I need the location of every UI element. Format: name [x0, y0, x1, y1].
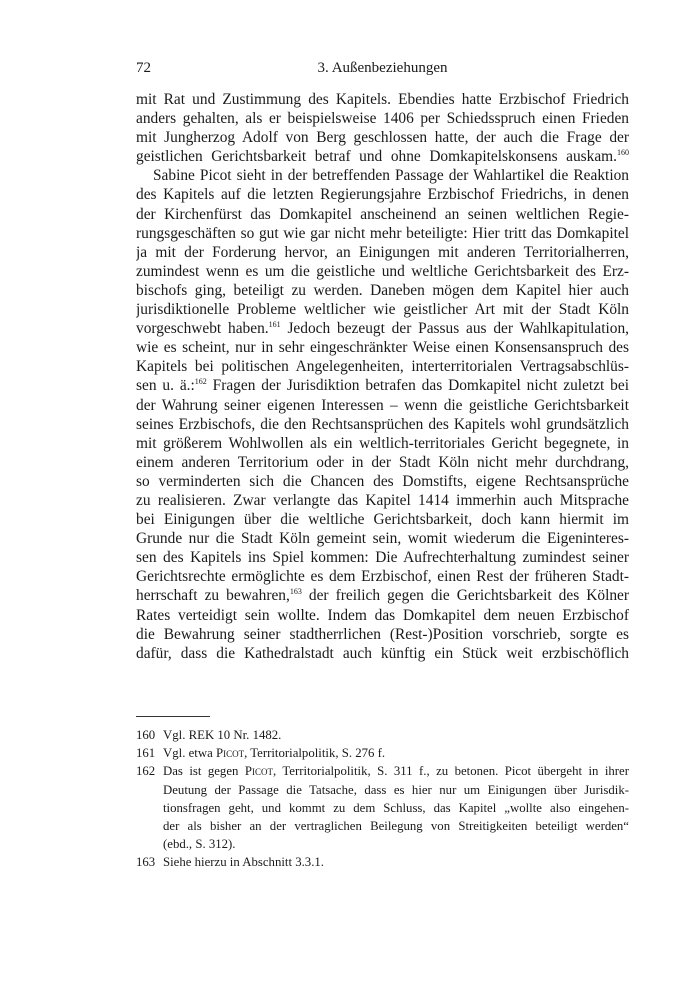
body-line: [136, 644, 629, 663]
body-line: [136, 166, 629, 185]
body-line: [136, 434, 629, 453]
body-line: [136, 606, 629, 625]
body-line: [136, 510, 629, 529]
line-text: zu realisieren. Zwar verlangte das Kapitel 1414 immerhin auch Mitsprache: [136, 491, 629, 509]
line-text: die Bewahrung seiner stadtherrlichen (Rest-)Position vorschrieb, sorgte es: [136, 625, 629, 643]
line-text-continued: Fragen der Jurisdiktion betrafen das Domkapitel nicht zuletzt bei: [206, 377, 629, 395]
line-text: mit Rat und Zustimmung des Kapitels. Ebendies hatte Erzbischof Friedrich: [136, 91, 629, 108]
author-name: Picot: [215, 746, 245, 761]
line-text: ja mit der Forderung hervor, an Einigungen mit anderen Territorialherren,: [136, 243, 629, 261]
footnote-number: 162: [136, 764, 156, 779]
body-line: [136, 128, 629, 147]
footnote-number: 161: [136, 746, 156, 761]
body-line: [136, 90, 629, 109]
body-line: [136, 224, 629, 243]
line-text: der Wahrung seiner eigenen Interessen – wenn die geistliche Gerichtsbarkeit: [136, 396, 629, 414]
line-text: Rates verteidigt sein wollte. Indem das Domkapitel dem neuen Erzbischof: [136, 606, 629, 624]
body-line: [136, 491, 629, 510]
line-text-continued: der freilich gegen die Gerichtsbarkeit des Kölner: [301, 587, 629, 605]
footnote-number: 163: [136, 855, 156, 870]
line-text: dafür, dass die Kathedralstadt auch künftig ein Stück weit erzbischöflich: [136, 644, 629, 662]
footnote-text: Das ist gegen: [163, 764, 245, 779]
line-text: sen des Kapitels ins Spiel kommen: Die Aufrechterhaltung zumindest seiner: [136, 549, 629, 567]
body-line: [136, 319, 629, 338]
body-line: [136, 415, 629, 434]
line-text: mit größerem Wohlwollen als ein weltlich-territoriales Gericht begegnete, in: [136, 434, 629, 452]
footnote-line: [163, 853, 629, 871]
line-text: mit Jungherzog Adolf von Berg geschlossen hatte, der auch die Frage der: [136, 129, 629, 147]
footnote-line: [163, 726, 629, 744]
footnote-text: der als bisher an der vertraglichen Beilegung von Streitigkeiten beteiligt werden“: [163, 818, 629, 833]
line-text: sen u. ä.:: [136, 377, 195, 395]
footnote-text: Vgl. REK 10 Nr. 1482.: [163, 728, 282, 742]
line-text: seines Erzbischofs, die den Rechtsansprüchen des Kapitels wohl grundsätzlich: [136, 415, 629, 433]
body-line: [136, 109, 629, 128]
footnote-text: (ebd., S. 312).: [163, 837, 236, 852]
footnotes: [136, 726, 629, 872]
body-line: [136, 147, 629, 166]
footnote-line: [163, 835, 629, 853]
footnote-text: Deutung der Passage die Tatsache, dass es hier nur um Einigungen über Jurisdik-: [163, 782, 629, 797]
footnote-line: [163, 744, 629, 762]
footnote: [136, 744, 629, 762]
body-line: [136, 586, 629, 605]
footnote-text: , Territorialpolitik, S. 311 f., zu betonen. Picot übergeht in ihrer: [272, 764, 629, 779]
body-line: [136, 205, 629, 224]
footnote: [136, 762, 629, 853]
body-line: [136, 625, 629, 644]
line-text: des Kapitels auf die letzten Regierungsjahre Erzbischof Friedrichs, in denen: [136, 186, 629, 204]
body-line: [136, 243, 629, 262]
line-text: so verminderten sich die Chancen des Domstifts, eigene Rechtsansprüche: [136, 472, 629, 490]
body-line: [136, 376, 629, 395]
body-line: [136, 262, 629, 281]
footnote-text: Vgl. etwa: [163, 746, 216, 761]
footnote-line: [163, 781, 629, 799]
footnote-reference[interactable]: 163: [289, 587, 302, 597]
body-line: [136, 357, 629, 376]
line-text: jurisdiktionelle Probleme weltlicher wie geistlicher Art mit der Stadt Köln: [136, 301, 629, 319]
line-text: einem anderen Territorium oder in der Stadt Köln nicht mehr durchdrang,: [136, 453, 629, 471]
line-text: rungsgeschäften so gut wie gar nicht mehr beteiligte: Hier tritt das Domkapitel: [136, 224, 629, 242]
line-text: vorgeschwebt haben.: [136, 320, 269, 338]
body-line: [136, 529, 629, 548]
line-text: Sabine Picot sieht in der betreffenden Passage der Wahlartikel die Reaktion: [153, 167, 629, 185]
body-line: [136, 453, 629, 472]
line-text: zumindest wenn es um die geistliche und weltliche Gerichtsbarkeit des Erz-: [136, 262, 629, 280]
body-text: [136, 90, 629, 663]
footnote-text: tionsfragen geht, und kommt zu dem Schluss, das Kapitel „wollte also eingehen-: [163, 800, 629, 815]
line-text: anders gehalten, als er beispielsweise 1406 per Schiedsspruch einen Frieden: [136, 110, 629, 128]
running-head: 3. Außenbeziehungen: [317, 60, 448, 76]
author-name: Picot: [244, 764, 273, 779]
footnote-line: [163, 799, 629, 817]
body-line: [136, 396, 629, 415]
line-text: Grunde nur die Stadt Köln gemeint sein, womit wiederum die Eigeninteres-: [136, 530, 629, 548]
line-text: herrschaft zu bewahren,: [136, 587, 290, 605]
body-line: [136, 185, 629, 204]
body-line: [136, 338, 629, 357]
body-line: [136, 281, 629, 300]
line-text: wie es scheint, nur in sehr eingeschränkter Weise einen Konsensanspruch des: [136, 339, 629, 357]
line-text: bei Einigungen über die weltliche Gerichtsbarkeit, doch kann hiermit im: [136, 511, 629, 529]
body-line: [136, 548, 629, 567]
line-text: geistlichen Gerichtsbarkeit betraf und ohne Domkapitelskonsens auskam.: [136, 148, 617, 166]
footnote-divider: [136, 716, 210, 717]
footnote: [136, 853, 629, 871]
body-line: [136, 300, 629, 319]
line-text: bischofs ging, beteiligt zu werden. Daneben mögen dem Kapitel hier auch: [136, 281, 629, 299]
footnote-reference[interactable]: 160: [617, 148, 629, 158]
footnote-text: Siehe hierzu in Abschnitt 3.3.1.: [163, 855, 325, 870]
body-line: [136, 567, 629, 586]
line-text: Gerichtsrechte ermöglichte es dem Erzbischof, einen Rest der früheren Stadt-: [136, 568, 629, 586]
footnote-line: [163, 817, 629, 835]
line-text-continued: Jedoch bezeugt der Passus aus der Wahlkapitulation,: [280, 320, 629, 338]
line-text: der Kirchenfürst das Domkapitel anscheinend an seinen weltlichen Regie-: [136, 205, 629, 223]
footnote-line: [163, 762, 629, 780]
footnote-text: , Territorialpolitik, S. 276 f.: [244, 746, 386, 761]
body-line: [136, 472, 629, 491]
footnote-reference[interactable]: 161: [268, 320, 281, 330]
footnote: [136, 726, 629, 744]
footnote-reference[interactable]: 162: [194, 377, 207, 387]
line-text: Kapitels bei politischen Angelegenheiten, interterritorialen Vertragsabschlüs-: [136, 358, 629, 376]
page-number: 72: [136, 60, 151, 76]
footnote-number: 160: [136, 728, 156, 742]
